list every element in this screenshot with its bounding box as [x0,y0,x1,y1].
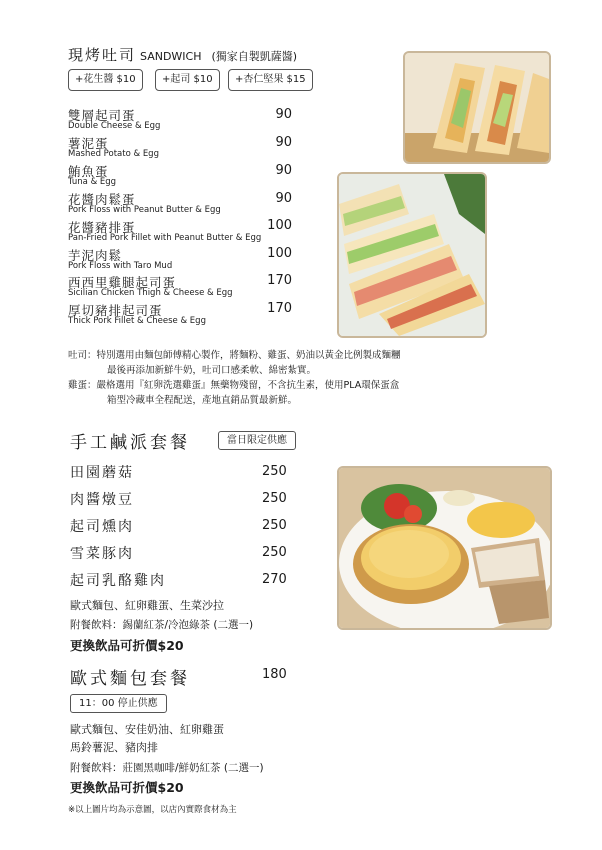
bread-contents-line2: 馬鈴薯泥、豬肉排 [70,741,158,754]
sandwich-photo-top [403,51,551,164]
quiche-drink-discount: 更換飲品可折價$20 [70,638,184,653]
toast-note-continued: 最後再添加新鮮牛奶，吐司口感柔軟、綿密紮實。 [107,365,317,376]
addon-cheese: +起司 $10 [155,69,220,91]
sandwich-item-name: 花醬豬排蛋 [68,220,136,235]
sandwich-item-name: 雙層起司蛋 [68,108,136,123]
sandwich-photo-middle [337,172,487,338]
egg-note: 雞蛋：嚴格選用『紅卵洗選雞蛋』無藥物殘留，不含抗生素，使用PLA環保蛋盒 [68,380,400,391]
bread-drink-discount: 更換飲品可折價$20 [70,780,184,795]
quiche-item-price: 250 [262,491,287,506]
quiche-item-name: 田園蘑菇 [70,465,134,481]
sandwich-item-price: 170 [267,273,292,288]
sandwich-sauce-note: (獨家自製凱薩醬) [211,50,298,63]
quiche-section-title: 手工鹹派套餐 [70,433,190,453]
quiche-item-price: 250 [262,464,287,479]
daily-limited-badge: 當日限定供應 [218,431,296,450]
quiche-item-price: 270 [262,572,287,587]
bread-drink: 附餐飲料：莊園黑咖啡/鮮奶紅茶 (二選一) [70,762,264,774]
sandwich-illustration [405,53,549,162]
sandwich-item-name-en: Sicilian Chicken Thigh & Cheese & Egg [68,288,233,298]
sandwich-illustration [339,174,485,336]
sandwich-section-title [68,44,297,65]
quiche-item-name: 雪菜豚肉 [70,546,134,562]
sandwich-item-name: 芋泥肉鬆 [68,248,123,263]
bread-time-badge: 11：00 停止供應 [70,694,167,713]
sandwich-item-name-en: Double Cheese & Egg [68,121,161,131]
quiche-illustration [339,468,550,628]
image-disclaimer: ※以上圖片均為示意圖，以店內實際食材為主 [68,805,237,815]
bread-contents-line1: 歐式麵包、安佳奶油、紅卵雞蛋 [70,723,224,736]
quiche-item-name: 起司乳酪雞肉 [70,573,166,589]
sandwich-title-en: SANDWICH [140,50,202,63]
bread-set-title: 歐式麵包套餐 [70,669,190,689]
sandwich-item-price: 100 [267,246,292,261]
sandwich-item-name: 西西里雞腿起司蛋 [68,275,177,290]
quiche-drink: 附餐飲料：錫蘭紅茶/冷泡綠茶 (二選一) [70,619,254,631]
quiche-item-price: 250 [262,518,287,533]
quiche-item-price: 250 [262,545,287,560]
sandwich-item-name-en: Pork Floss with Taro Mud [68,261,173,271]
sandwich-item-name: 花醬肉鬆蛋 [68,192,136,207]
sandwich-title-zh: 現烤吐司 [68,46,137,64]
egg-note-continued: 箱型冷藏車全程配送，產地直銷品質最新鮮。 [107,395,298,406]
addon-peanut-butter: +花生醬 $10 [68,69,143,91]
sandwich-item-name-en: Pork Floss with Peanut Butter & Egg [68,205,221,215]
quiche-item-name: 起司燻肉 [70,519,134,535]
sandwich-item-price: 170 [267,301,292,316]
sandwich-item-price: 90 [275,135,292,150]
quiche-photo [337,466,552,630]
sandwich-item-price: 90 [275,191,292,206]
addon-almond: +杏仁堅果 $15 [228,69,313,91]
sandwich-item-name: 厚切豬排起司蛋 [68,303,163,318]
sandwich-item-name-en: Pan-Fried Pork Fillet with Peanut Butter & Egg [68,233,262,243]
quiche-sides: 歐式麵包、紅卵雞蛋、生菜沙拉 [70,599,224,612]
sandwich-item-price: 90 [275,107,292,122]
sandwich-item-name: 薯泥蛋 [68,136,109,151]
sandwich-item-name-en: Tuna & Egg [68,177,117,187]
sandwich-item-name: 鮪魚蛋 [68,164,109,179]
quiche-item-name: 肉醬燉豆 [70,492,134,508]
bread-set-price: 180 [262,667,287,682]
sandwich-item-price: 90 [275,163,292,178]
sandwich-item-name-en: Thick Pork Fillet & Cheese & Egg [68,316,206,326]
sandwich-item-price: 100 [267,218,292,233]
toast-note: 吐司：特別選用由麵包師傅精心製作，將麵粉、雞蛋、奶油以黃金比例製成麵糰 [68,350,401,361]
sandwich-item-name-en: Mashed Potato & Egg [68,149,159,159]
